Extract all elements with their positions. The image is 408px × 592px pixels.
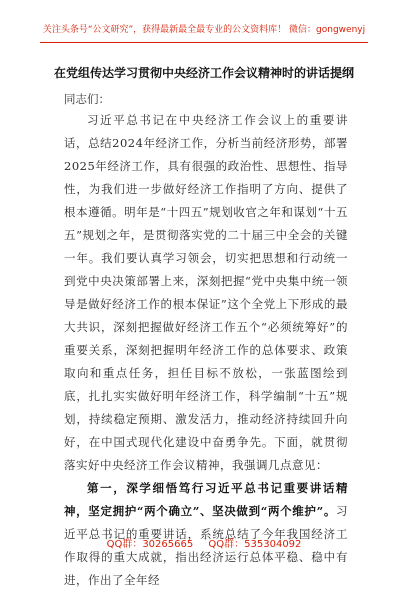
footer-contacts (0, 535, 408, 550)
document-body (64, 109, 348, 592)
header-banner: 关注头条号“公文研究”，获得最新最全最专业的公文资料库！ 微信：gongwenyj (42, 25, 366, 35)
footer-qq-1: QQ群：30265665 (106, 539, 194, 550)
salutation: 同志们： (64, 92, 110, 106)
paragraph-2-text: 习近平总书记的重要讲话，系统总结了今年我国经济工作取得的重大成就，指出经济运行总体平稳、稳中有进，作出了全年经 (64, 504, 348, 587)
footer-qq-2: QQ群：535304092 (208, 539, 302, 550)
paragraph-1: 习近平总书记在中央经济工作会议上的重要讲话，总结2024年经济工作，分析当前经济形势，部署2025年经济工作，具有很强的政治性、思想性、指导性，为我们进一步做好经济工作指明了方向、提供了根本遵循。明年是“十四五”规划收官之年和谋划“十五五”规划之年，是贯彻落实党的二十届三中全会的关键一年。我们要认真学习领会，切实把思想和行动统一到党中央决策部署上来，深刻把握“党中央集中统一领导是做好经济工作的根本保证”这个全党上下形成的最大共识，深刻把握做好经济工作五个“必须统筹好”的重要关系，深刻把握明年经济工作的总体要求、政策取向和重点任务，担任目标不放松，一张蓝图绘到底，扎扎实实做好明年经济工作，科学编制“十五”规划，持续稳定预期、激发活力，推动经济持续回升向好，在中国式现代化建设中奋勇争先。下面，就贯彻落实好中央经济工作会议精神，我强调几点意见： (64, 113, 348, 472)
document-title: 在党组传达学习贯彻中央经济工作会议精神时的讲话提纲 (53, 66, 354, 80)
header-rule (40, 42, 368, 43)
paragraph-2-lead: 第一，深学细悟笃行习近平总书记重要讲话精神，坚定拥护“两个确立”、坚决做到“两个维护”。 (64, 481, 348, 518)
